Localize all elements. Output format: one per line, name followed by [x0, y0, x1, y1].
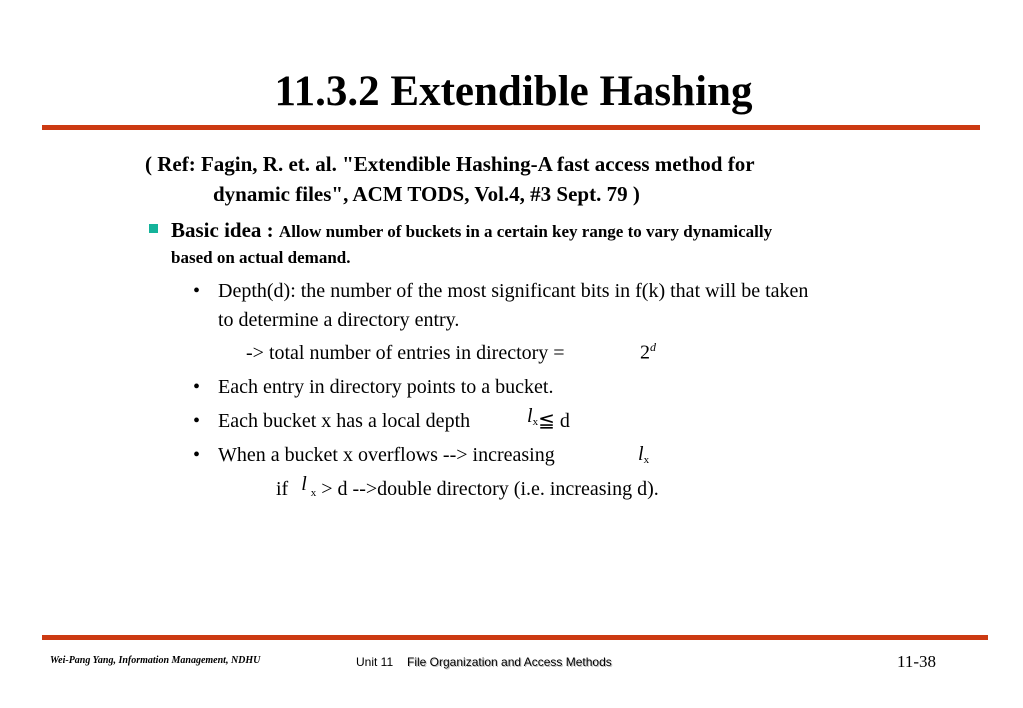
var-l: l	[638, 443, 644, 465]
basic-idea-text: Allow number of buckets in a certain key range to vary dynamically	[278, 222, 773, 241]
if-condition-line	[276, 475, 659, 510]
bullet-dot-icon: •	[193, 444, 201, 466]
bullet-dot-icon: •	[193, 280, 201, 302]
formula-exponent: d	[650, 340, 656, 354]
title-underline	[42, 125, 980, 130]
slide-title: 11.3.2 Extendible Hashing	[274, 68, 753, 115]
bullet-depth	[193, 277, 918, 335]
bullet-local-depth-text: Each bucket x has a local depth	[218, 410, 471, 432]
square-bullet-icon	[149, 224, 158, 233]
total-entries-text: -> total number of entries in directory =	[246, 342, 565, 364]
var-x-subscript: x	[643, 454, 650, 466]
basic-idea-text-continued: based on actual demand.	[171, 248, 351, 267]
formula-base: 2	[640, 341, 650, 364]
reference-line-1: ( Ref: Fagin, R. et. al. "Extendible Hashing-A fast access method for	[145, 152, 755, 176]
reference-line-2: dynamic files", ACM TODS, Vol.4, #3 Sept. 79 )	[213, 182, 640, 206]
var-l: l	[527, 405, 533, 427]
var-x-subscript: x	[532, 416, 539, 428]
local-depth-formula	[527, 402, 570, 437]
less-equal-d: ≦ d	[538, 410, 570, 432]
reference-citation	[145, 149, 755, 209]
bullet-dot-icon: •	[193, 376, 201, 398]
bullet-overflow-text: When a bucket x overflows --> increasing	[218, 444, 555, 466]
basic-idea-item	[148, 215, 928, 271]
if-condition-text: > d -->double directory (i.e. increasing d).	[321, 478, 659, 500]
bullet-dot-icon: •	[193, 410, 201, 432]
var-x-subscript: x	[310, 487, 317, 499]
var-l: l	[301, 473, 307, 495]
page-number: 11-38	[897, 652, 937, 671]
bullet-overflow	[193, 441, 918, 470]
footer-rule	[42, 635, 988, 640]
total-entries-line	[246, 339, 565, 368]
basic-idea-heading: Basic idea :	[171, 218, 274, 242]
bullet-directory-entry	[193, 373, 918, 402]
bullet-directory-entry-text: Each entry in directory points to a bucket.	[218, 376, 554, 398]
footer-author: Wei-Pang Yang, Information Management, NDHU	[50, 655, 261, 666]
increasing-lx	[638, 440, 649, 475]
footer-course-title: File Organization and Access Methods	[407, 655, 612, 669]
bullet-depth-line-2: to determine a directory entry.	[218, 309, 460, 331]
formula-two-to-d	[640, 333, 656, 368]
bullet-depth-line-1: Depth(d): the number of the most significant bits in f(k) that will be taken	[218, 280, 809, 302]
footer-unit: Unit 11	[356, 655, 394, 669]
if-word: if	[276, 478, 289, 500]
